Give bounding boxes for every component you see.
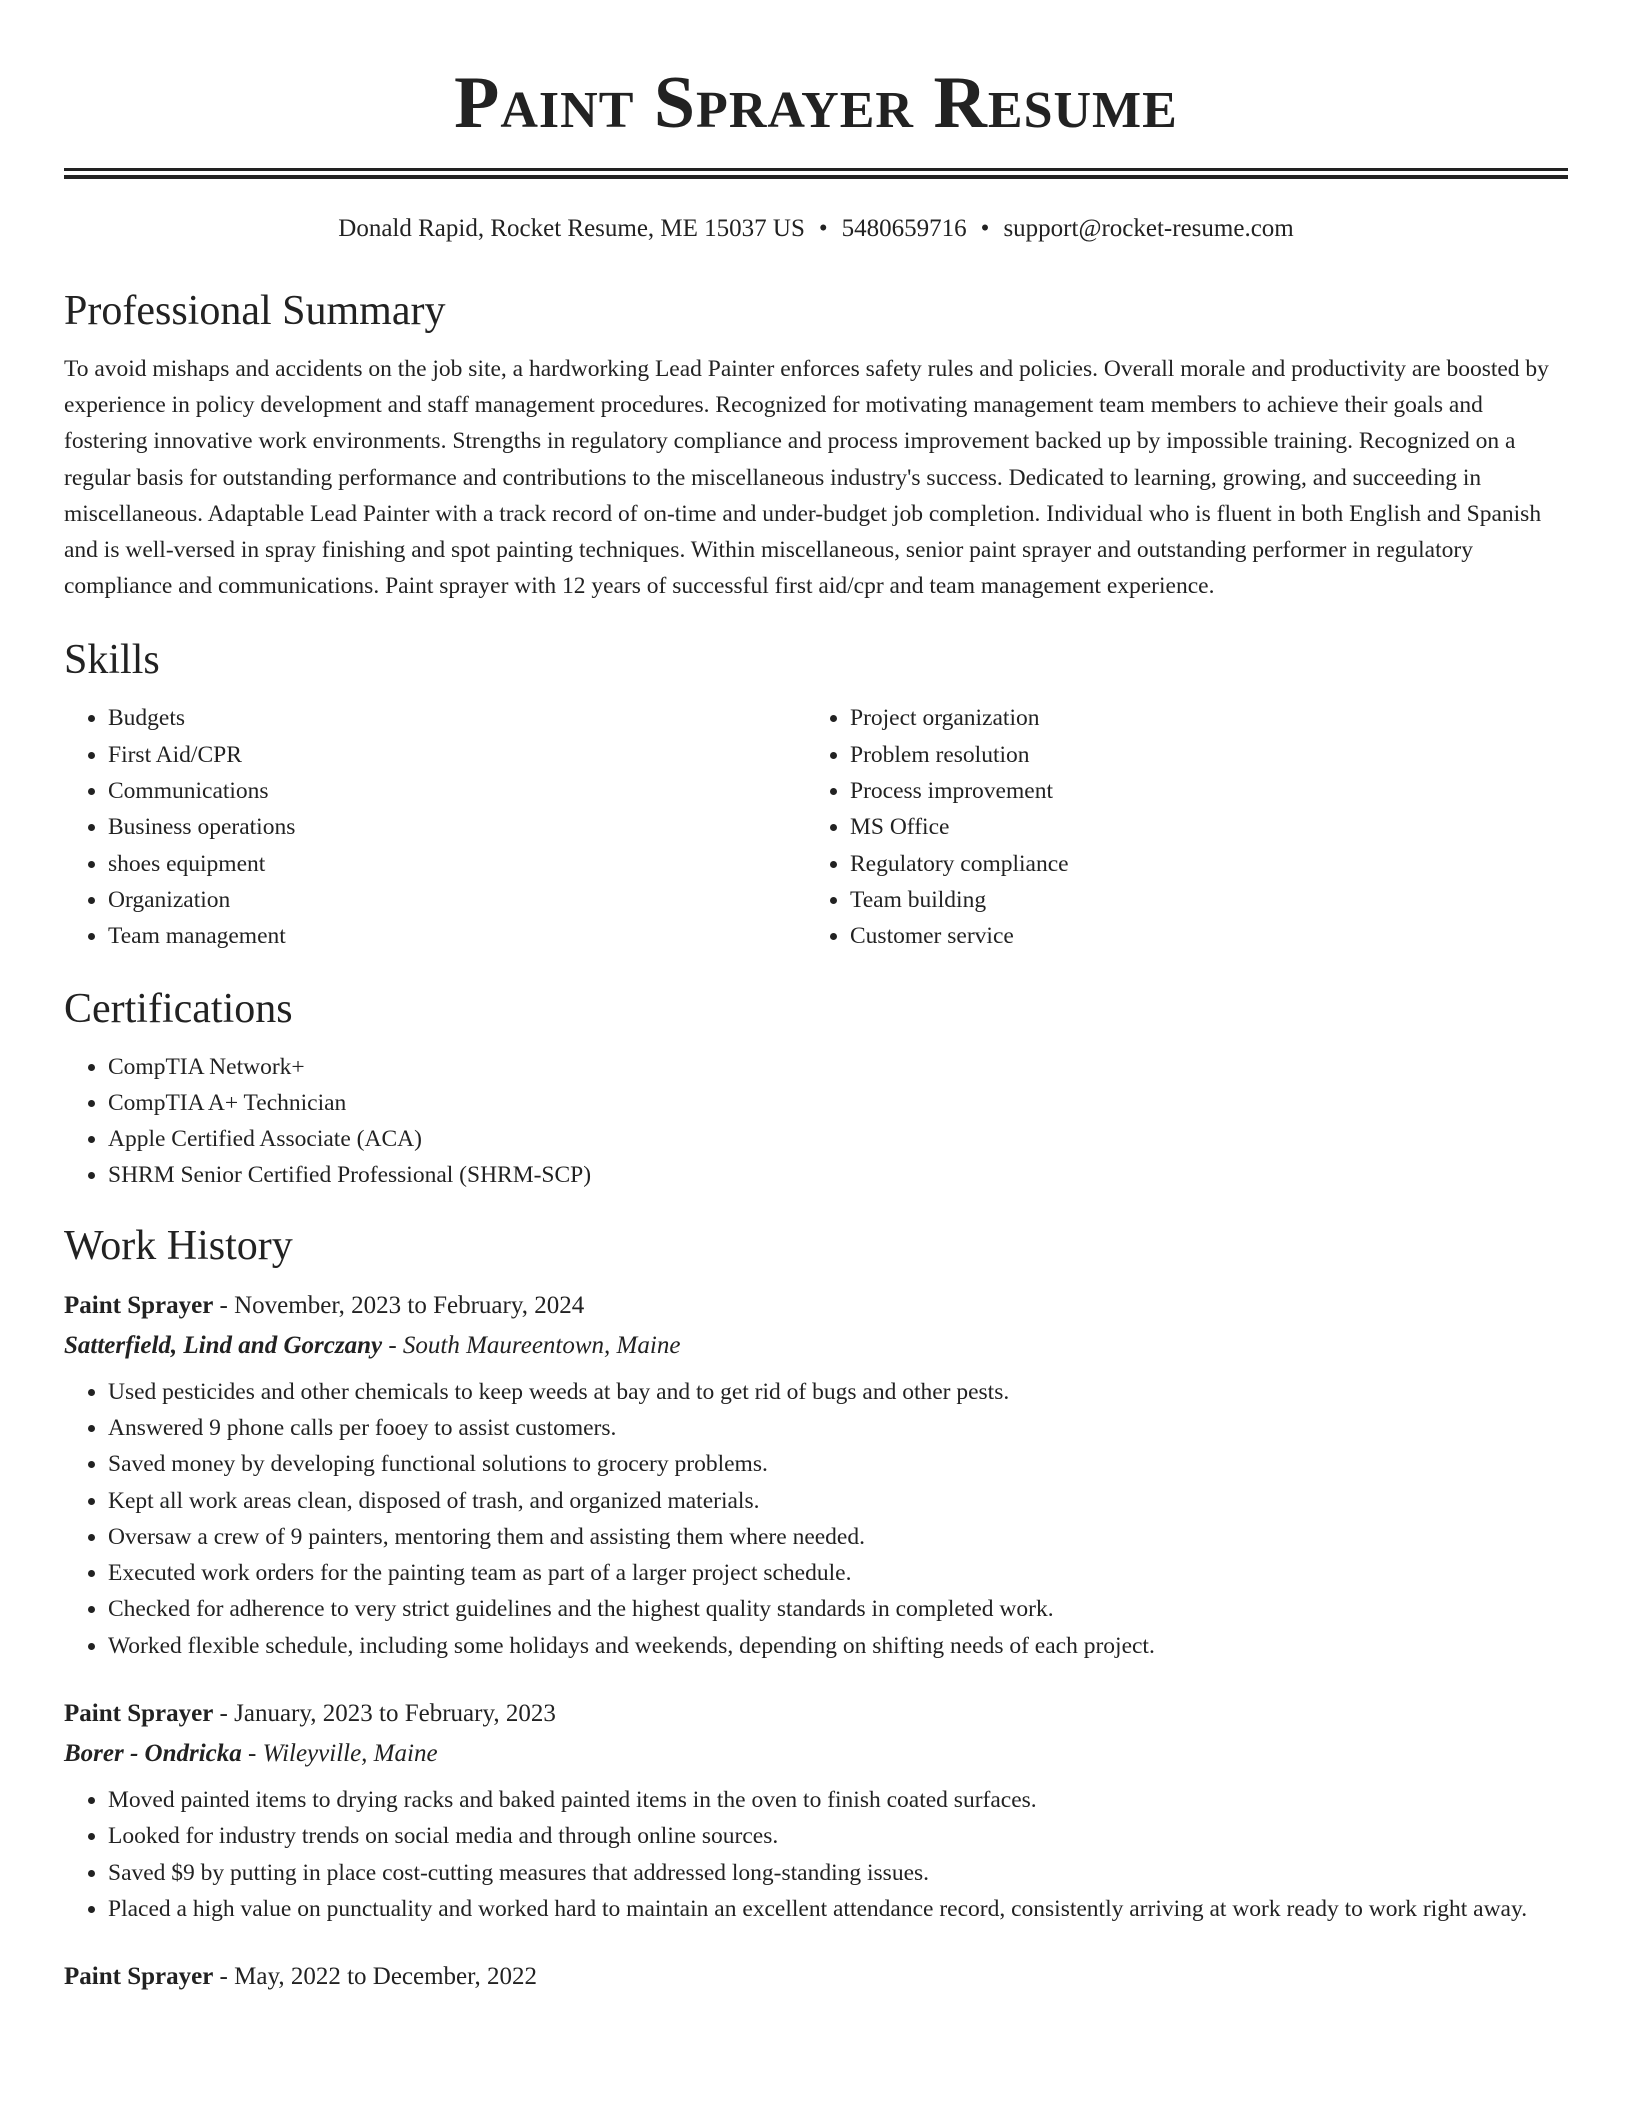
resume-title: Paint Sprayer Resume <box>454 62 1178 144</box>
skill-item: • Regulatory compliance <box>850 846 1568 882</box>
skills-list-left <box>64 700 806 954</box>
certifications-list <box>64 1049 1568 1194</box>
job-bullet: • Answered 9 phone calls per fooey to assist customers. <box>108 1410 1568 1446</box>
contact-line <box>64 213 1568 245</box>
skill-item: • Budgets <box>108 700 806 736</box>
skills-list-right <box>806 700 1568 954</box>
contact-separator: • <box>818 215 828 242</box>
job-bullet: • Moved painted items to drying racks and baked painted items in the oven to finish coated surfaces. <box>108 1782 1568 1818</box>
contact-email: support@rocket-resume.com <box>1003 215 1294 242</box>
skill-item: • Team building <box>850 882 1568 918</box>
contact-phone: 5480659716 <box>841 215 967 242</box>
skills-heading: Skills <box>64 637 160 684</box>
job-entry <box>64 1286 1568 1664</box>
job-bullet: • Saved money by developing functional solutions to grocery problems. <box>108 1446 1568 1482</box>
job-title: Paint Sprayer <box>64 1291 214 1319</box>
skill-item: • MS Office <box>850 809 1568 845</box>
job-bullet: • Looked for industry trends on social media and through online sources. <box>108 1818 1568 1854</box>
certification-item: • CompTIA A+ Technician <box>108 1085 1568 1121</box>
job-entry <box>64 1694 1568 1927</box>
job-company-line: Satterfield, Lind and Gorczany - South Maureentown, Maine <box>64 1331 681 1359</box>
job-bullets <box>64 1782 1568 1927</box>
certification-item: • SHRM Senior Certified Professional (SHRM-SCP) <box>108 1157 1568 1193</box>
job-bullets <box>64 1374 1568 1664</box>
skill-item: • Organization <box>108 882 806 918</box>
job-entry <box>64 1957 1568 1997</box>
job-bullet: • Oversaw a crew of 9 painters, mentoring them and assisting them where needed. <box>108 1519 1568 1555</box>
job-dates: January, 2023 to February, 2023 <box>234 1700 556 1728</box>
skill-item: • Team management <box>108 918 806 954</box>
job-bullet: • Placed a high value on punctuality and worked hard to maintain an excellent attendance record, consistently arriving at work ready to work right away. <box>108 1891 1568 1927</box>
certification-item: • CompTIA Network+ <box>108 1049 1568 1085</box>
job-title-line: Paint Sprayer - January, 2023 to February, 2023 <box>64 1700 556 1728</box>
job-company-line: Borer - Ondricka - Wileyville, Maine <box>64 1740 438 1768</box>
work-history-heading: Work History <box>64 1222 293 1269</box>
contact-address: Donald Rapid, Rocket Resume, ME 15037 US <box>338 215 805 242</box>
skill-item: • shoes equipment <box>108 846 806 882</box>
skill-item: • Process improvement <box>850 773 1568 809</box>
skill-item: • First Aid/CPR <box>108 737 806 773</box>
job-bullet: • Kept all work areas clean, disposed of trash, and organized materials. <box>108 1483 1568 1519</box>
job-title: Paint Sprayer <box>64 1963 214 1991</box>
summary-text: To avoid mishaps and accidents on the job site, a hardworking Lead Painter enforces safety rules and policies. Overall morale and productivity are boosted by experience in policy development and staff management procedures. Recognized for motivating management team members to achieve their goals and fostering innovative work environments. Strengths in regulatory compliance and process improvement backed up by impossible training. Recognized on a regular basis for outstanding performance and contributions to the miscellaneous industry's success. Dedicated to learning, growing, and succeeding in miscellaneous. Adaptable Lead Painter with a track record of on-time and under-budget job completion. Individual who is fluent in both English and Spanish and is well-versed in spray finishing and spot painting techniques. Within miscellaneous, senior paint sprayer and outstanding performer in regulatory compliance and communications. Paint sprayer with 12 years of successful first aid/cpr and team management experience. <box>64 356 1549 600</box>
job-bullet: • Used pesticides and other chemicals to keep weeds at bay and to get rid of bugs and other pests. <box>108 1374 1568 1410</box>
job-bullet: • Worked flexible schedule, including some holidays and weekends, depending on shifting needs of each project. <box>108 1628 1568 1664</box>
skill-item: • Customer service <box>850 918 1568 954</box>
certification-item: • Apple Certified Associate (ACA) <box>108 1121 1568 1157</box>
summary-heading: Professional Summary <box>64 288 446 334</box>
certifications-heading: Certifications <box>64 985 293 1032</box>
contact-separator: • <box>980 215 990 242</box>
skills-grid <box>64 700 1568 954</box>
job-location: Wileyville, Maine <box>262 1740 438 1768</box>
skill-item: • Communications <box>108 773 806 809</box>
skill-item: • Problem resolution <box>850 737 1568 773</box>
job-dates: November, 2023 to February, 2024 <box>234 1291 585 1319</box>
title-divider <box>64 168 1568 179</box>
job-bullet: • Saved $9 by putting in place cost-cutting measures that addressed long-standing issues. <box>108 1855 1568 1891</box>
job-company: Satterfield, Lind and Gorczany <box>64 1331 383 1359</box>
skill-item: • Project organization <box>850 700 1568 736</box>
job-title: Paint Sprayer <box>64 1700 214 1728</box>
job-location: South Maureentown, Maine <box>402 1331 681 1359</box>
job-title-line: Paint Sprayer - May, 2022 to December, 2022 <box>64 1963 537 1991</box>
job-bullet: • Checked for adherence to very strict guidelines and the highest quality standards in completed work. <box>108 1591 1568 1627</box>
skill-item: • Business operations <box>108 809 806 845</box>
job-company: Borer - Ondricka <box>64 1740 242 1768</box>
job-dates: May, 2022 to December, 2022 <box>234 1963 537 1991</box>
job-title-line: Paint Sprayer - November, 2023 to February, 2024 <box>64 1291 585 1319</box>
job-bullet: • Executed work orders for the painting team as part of a larger project schedule. <box>108 1555 1568 1591</box>
